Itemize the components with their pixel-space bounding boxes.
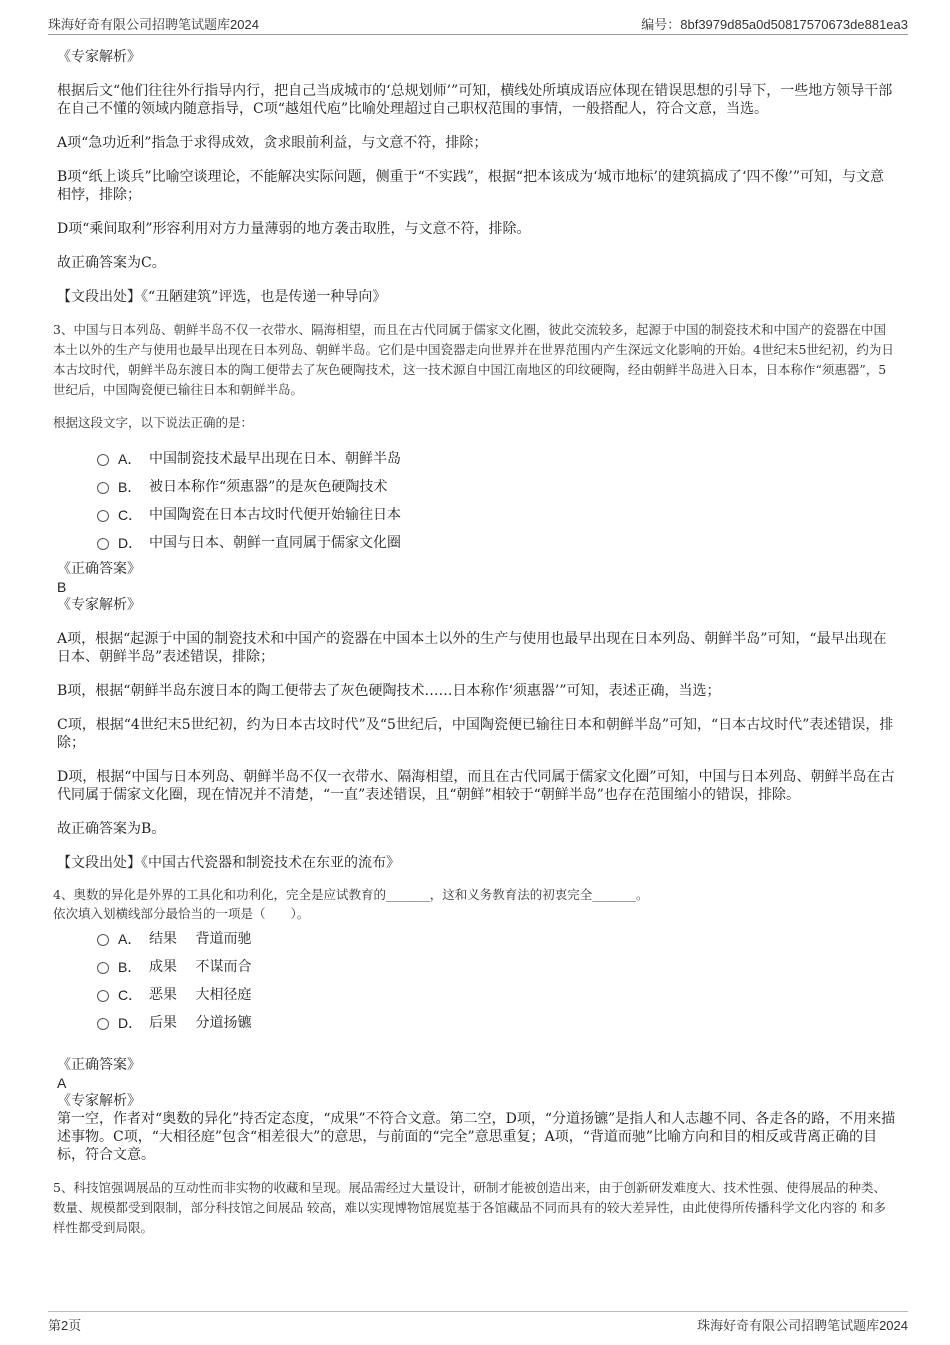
- option-text: 恶果 大相径庭: [149, 987, 252, 1003]
- radio-icon[interactable]: [97, 990, 109, 1002]
- option-text: 结果 背道而驰: [149, 931, 252, 947]
- option-text: 中国制瓷技术最早出现在日本、朝鲜半岛: [149, 451, 401, 467]
- option-text: 被日本称作“须惠器”的是灰色硬陶技术: [149, 479, 388, 495]
- option-text: 成果 不谋而合: [149, 959, 252, 975]
- option-c[interactable]: [57, 984, 897, 1012]
- correct-answer: A: [57, 1075, 67, 1091]
- correct-answer-label: 《正确答案》: [57, 1057, 141, 1073]
- page-header: [48, 12, 908, 35]
- option-d[interactable]: [57, 1012, 897, 1040]
- option-key: A．: [118, 931, 142, 947]
- question-stem: 5、科技馆强调展品的互动性而非实物的收藏和呈现。展品需经过大量设计，研制才能被创造出来，由于创新研发难度大、技术性强、使得展品的种类、数量、规模都受到限制，部分科技馆之间展品 较高，难以实现博物馆展览基于各馆藏品不同而具有的较大差异性，由此使得所传播科学文化内容的 和多样性都受到局限。: [53, 1180, 886, 1235]
- analysis-option-c: C项，根据“4世纪末5世纪初，约为日本古坟时代”及“5世纪后，中国陶瓷便已输往日本和朝鲜半岛”可知，“日本古坟时代”表述错误，排除；: [57, 717, 894, 751]
- option-text: 中国与日本、朝鲜一直同属于儒家文化圈: [149, 535, 401, 551]
- question-stem: 3、中国与日本列岛、朝鲜半岛不仅一衣带水、隔海相望，而且在古代同属于儒家文化圈，彼此交流较多，起源于中国的制瓷技术和中国产的瓷器在中国本土以外的生产与使用也最早出现在日本列岛、朝鲜半岛。它们是中国瓷器走向世界并在世界范围内产生深远文化影响的开始。4世纪末5世纪初，约为日本古坟时代，朝鲜半岛东渡日本的陶工便带去了灰色硬陶技术，这一技术源自中国江南地区的印纹硬陶，经由朝鲜半岛进入日本，日本称作“须惠器”，5世纪后，中国陶瓷便已输往日本和朝鲜半岛。: [53, 322, 894, 397]
- question-stem: 4、奥数的异化是外界的工具化和功利化，完全是应试教育的_______，这和义务教育法的初衷完全_______。: [53, 887, 649, 902]
- analysis-option-b: B项，根据“朝鲜半岛东渡日本的陶工便带去了灰色硬陶技术……日本称作‘须惠器’”可知，表述正确，当选；: [57, 683, 721, 699]
- header-title: 珠海好奇有限公司招聘笔试题库2024: [48, 17, 259, 32]
- correct-answer: B: [57, 579, 67, 595]
- option-c[interactable]: [57, 504, 897, 532]
- footer-title: 珠海好奇有限公司招聘笔试题库2024: [697, 1318, 908, 1333]
- conclusion: 故正确答案为B。: [57, 821, 166, 837]
- correct-answer-label: 《正确答案》: [57, 561, 141, 577]
- radio-icon[interactable]: [97, 454, 109, 466]
- page-number: 第2页: [48, 1318, 82, 1333]
- option-key: D．: [118, 535, 143, 551]
- radio-icon[interactable]: [97, 1018, 109, 1030]
- radio-icon[interactable]: [97, 962, 109, 974]
- question-prompt: 根据这段文字，以下说法正确的是：: [53, 415, 254, 430]
- option-a[interactable]: [57, 448, 897, 476]
- source-citation: 【文段出处】《中国古代瓷器和制瓷技术在东亚的流布》: [57, 855, 400, 871]
- analysis-option-b: B项“纸上谈兵”比喻空谈理论，不能解决实际问题，侧重于“不实践”，根据“把本该成为‘城市地标’的建筑搞成了‘四不像’”可知，与文意相悖，排除；: [57, 169, 885, 203]
- option-b[interactable]: [57, 476, 897, 504]
- document-id: 编号：8bf3979d85a0d50817570673de881ea3: [641, 17, 908, 32]
- expert-analysis-label: 《专家解析》: [57, 1093, 141, 1109]
- option-text: 中国陶瓷在日本古坟时代便开始输往日本: [149, 507, 401, 523]
- page-content: [53, 44, 897, 1238]
- radio-icon[interactable]: [97, 538, 109, 550]
- option-key: D．: [118, 1015, 143, 1031]
- expert-analysis-label: 《专家解析》: [57, 49, 141, 65]
- analysis-paragraph: 第一空，作者对“奥数的异化”持否定态度，“成果”不符合文意。第二空，D项，“分道扬镳”是指人和人志趣不同、各走各的路，不用来描述事物。C项，“大相径庭”包含“相差很大”的意思，与前面的“完全”意思重复；A项，“背道而驰”比喻方向和目的相反或背离正确的目标，符合文意。: [57, 1111, 896, 1163]
- analysis-option-a: A项，根据“起源于中国的制瓷技术和中国产的瓷器在中国本土以外的生产与使用也最早出现在日本列岛、朝鲜半岛”可知，“最早出现在日本、朝鲜半岛”表述错误，排除；: [57, 631, 887, 665]
- option-b[interactable]: [57, 956, 897, 984]
- page-footer: [48, 1311, 908, 1336]
- option-key: A．: [118, 451, 142, 467]
- option-key: B．: [118, 479, 142, 495]
- analysis-paragraph: 根据后文“他们往往外行指导内行，把自己当成城市的‘总规划师’”可知，横线处所填成语应体现在错误思想的引导下，一些地方领导干部在自己不懂的领域内随意指导，C项“越俎代庖”比喻处理超过自己职权范围的事情，一般搭配人，符合文意，当选。: [57, 83, 893, 117]
- option-text: 后果 分道扬镳: [149, 1015, 252, 1031]
- option-key: B．: [118, 959, 142, 975]
- conclusion: 故正确答案为C。: [57, 255, 166, 271]
- question-prompt: 依次填入划横线部分最恰当的一项是（ ）。: [53, 906, 310, 921]
- radio-icon[interactable]: [97, 482, 109, 494]
- analysis-option-d: D项，根据“中国与日本列岛、朝鲜半岛不仅一衣带水、隔海相望，而且在古代同属于儒家文化圈”可知，中国与日本列岛、朝鲜半岛在古代同属于儒家文化圈，现在情况并不清楚，“一直”表述错误，且“朝鲜”相较于“朝鲜半岛”也存在范围缩小的错误，排除。: [57, 769, 895, 803]
- analysis-option-d: D项“乘间取利”形容利用对方力量薄弱的地方袭击取胜，与文意不符，排除。: [57, 221, 531, 237]
- option-key: C．: [118, 987, 143, 1003]
- option-list: [57, 928, 897, 1040]
- radio-icon[interactable]: [97, 510, 109, 522]
- option-a[interactable]: [57, 928, 897, 956]
- radio-icon[interactable]: [97, 934, 109, 946]
- option-key: C．: [118, 507, 143, 523]
- source-citation: 【文段出处】《“丑陋建筑”评选，也是传递一种导向》: [57, 289, 387, 305]
- option-d[interactable]: [57, 532, 897, 560]
- analysis-option-a: A项“急功近利”指急于求得成效，贪求眼前利益，与文意不符，排除；: [57, 135, 488, 151]
- option-list: [57, 448, 897, 560]
- expert-analysis-label: 《专家解析》: [57, 597, 141, 613]
